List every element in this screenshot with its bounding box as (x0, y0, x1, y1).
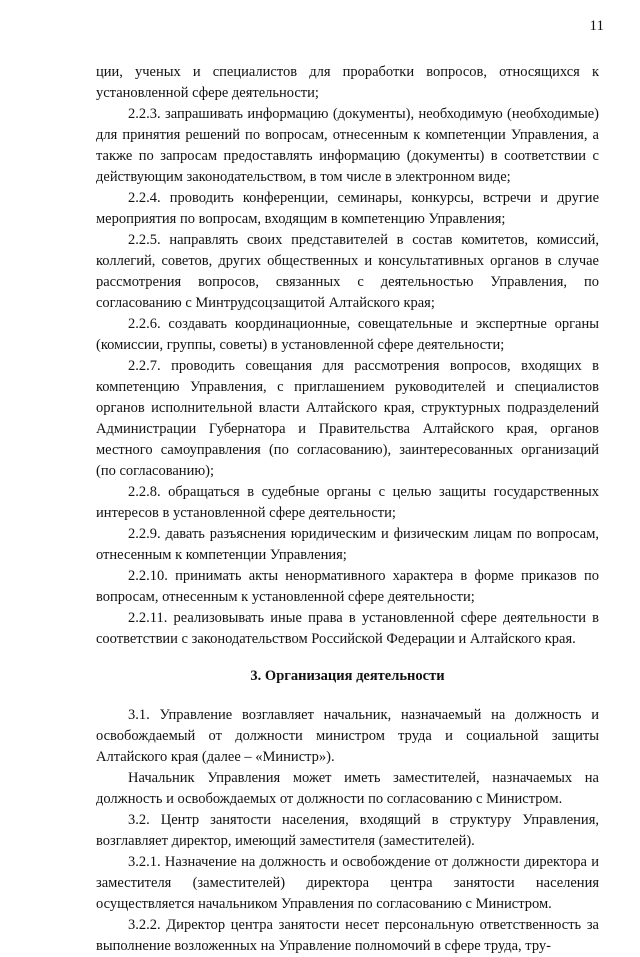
paragraph: ции, ученых и специалистов для проработки вопросов, относящихся к установленной сфере деятельности; (96, 64, 599, 101)
paragraph: 2.2.5. направлять своих представителей в состав комитетов, комиссий, коллегий, советов, других общественных и консультативных органов в случае рассмотрения вопросов, связанных с деятельностью Управления, по согласованию с Минтрудсоцзащитой Алтайского края; (96, 232, 599, 311)
paragraph: 2.2.7. проводить совещания для рассмотрения вопросов, входящих в компетенцию Управления, с приглашением руководителей и специалистов органов исполнительной власти Алтайского края, структурных подразделений Администрации Губернатора и Правительства Алтайского края, органов местного самоуправления (по согласованию), заинтересованных организаций (по согласованию); (96, 358, 599, 479)
page-number: 11 (589, 18, 604, 34)
paragraph: 2.2.3. запрашивать информацию (документы), необходимую (необходимые) для принятия решений по вопросам, отнесенным к компетенции Управления, а также по запросам предоставлять информацию (документы) в соответствии с действующим законодательством, в том числе в электронном виде; (96, 106, 599, 185)
section-heading: 3. Организация деятельности (250, 668, 445, 684)
paragraph: 2.2.10. принимать акты ненормативного характера в форме приказов по вопросам, отнесенным к установленной сфере деятельности; (96, 568, 599, 605)
paragraph: 3.1. Управление возглавляет начальник, назначаемый на должность и освобождаемый от должности министром труда и социальной защиты Алтайского края (далее – «Министр»). (96, 707, 599, 765)
paragraph: 2.2.8. обращаться в судебные органы с целью защиты государственных интересов в установленной сфере деятельности; (96, 484, 599, 521)
paragraph: 2.2.9. давать разъяснения юридическим и физическим лицам по вопросам, отнесенным к компетенции Управления; (96, 526, 599, 563)
paragraph: 3.2.2. Директор центра занятости несет персональную ответственность за выполнение возложенных на Управление полномочий в сфере труда, тру- (96, 917, 599, 954)
document-body (96, 62, 599, 957)
paragraph: 2.2.6. создавать координационные, совещательные и экспертные органы (комиссии, группы, советы) в установленной сфере деятельности; (96, 316, 599, 353)
paragraph: 2.2.11. реализовывать иные права в установленной сфере деятельности в соответствии с законодательством Российской Федерации и Алтайского края. (96, 610, 599, 647)
paragraph: Начальник Управления может иметь заместителей, назначаемых на должность и освобождаемых от должности по согласованию с Министром. (96, 770, 599, 807)
paragraph: 2.2.4. проводить конференции, семинары, конкурсы, встречи и другие мероприятия по вопросам, входящим в компетенцию Управления; (96, 190, 599, 227)
paragraph: 3.2. Центр занятости населения, входящий в структуру Управления, возглавляет директор, имеющий заместителя (заместителей). (96, 812, 599, 849)
paragraph: 3.2.1. Назначение на должность и освобождение от должности директора и заместителя (заместителей) директора центра занятости населения осуществляется начальником Управления по согласованию с Министром. (96, 854, 599, 912)
